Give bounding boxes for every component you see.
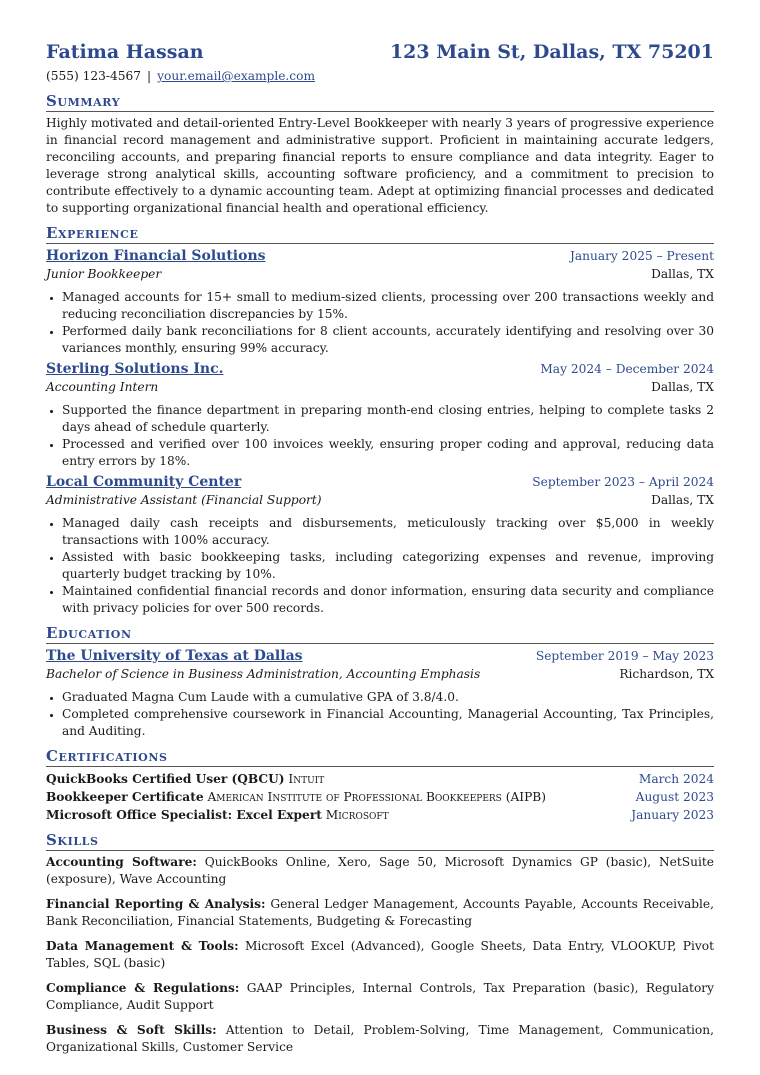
experience-role: Administrative Assistant (Financial Support) [46, 493, 322, 507]
experience-bullet: • Supported the finance department in preparing month-end closing entries, helping to complete tasks 2 days ahead of schedule quarterly. [62, 402, 714, 436]
experience-entry-subheader [46, 492, 714, 509]
experience-bullet: • Performed daily bank reconciliations for 8 client accounts, accurately identifying and resolving over 30 variances monthly, ensuring 99% accuracy. [62, 323, 714, 357]
contact-line [46, 68, 714, 85]
experience-location: Dallas, TX [651, 267, 714, 281]
experience-dates: May 2024 – December 2024 [540, 362, 714, 376]
certification-row [46, 806, 714, 824]
resume-header [46, 40, 714, 64]
certification-title [46, 788, 546, 806]
experience-bullet: • Managed accounts for 15+ small to medium-sized clients, processing over 200 transactions weekly and reducing reconciliation discrepancies by 15%. [62, 289, 714, 323]
certification-title [46, 770, 324, 788]
experience-bullet: • Managed daily cash receipts and disbursements, meticulously tracking over $5,000 in weekly transactions with 100% accuracy. [62, 515, 714, 549]
summary-text: Highly motivated and detail-oriented Entry-Level Bookkeeper with nearly 3 years of progressive experience in financial record management and administrative support. Proficient in maintaining accurate ledgers, reconciling accounts, and preparing financial reports to ensure compliance and data integrity. Eager to leverage strong analytical skills, accounting software proficiency, and a commitment to precision to contribute effectively to a dynamic accounting team. Adept at optimizing financial processes and dedicated to supporting organizational financial health and operational efficiency. [46, 116, 714, 215]
certification-issuer: Microsoft [325, 808, 389, 822]
certification-row [46, 770, 714, 788]
education-dates: September 2019 – May 2023 [535, 649, 714, 663]
skill-category-text: Attention to Detail, Problem-Solving, Time Management, Communication, Organizational Skills, Customer Service [46, 1023, 714, 1054]
certification-issuer: Intuit [288, 772, 325, 786]
experience-bullet: • Maintained confidential financial records and donor information, ensuring data security and compliance with privacy policies for over 500 records. [62, 583, 714, 617]
experience-dates: September 2023 – April 2024 [532, 475, 714, 489]
education-location: Richardson, TX [619, 667, 714, 681]
certification-date: January 2023 [631, 808, 714, 822]
certification-name: Microsoft Office Specialist: Excel Expert [46, 808, 322, 822]
experience-entry-subheader [46, 379, 714, 396]
education-organization[interactable]: The University of Texas at Dallas [46, 648, 303, 664]
skill-category [46, 854, 714, 888]
education-entry-subheader [46, 666, 714, 683]
skill-category-text: Microsoft Excel (Advanced), Google Sheets, Data Entry, VLOOKUP, Pivot Tables, SQL (basic) [46, 939, 714, 970]
experience-organization[interactable]: Horizon Financial Solutions [46, 248, 266, 264]
skill-category [46, 938, 714, 972]
experience-entry-header [46, 247, 714, 266]
candidate-address: 123 Main St, Dallas, TX 75201 [389, 41, 714, 63]
education-entry-header [46, 647, 714, 666]
skills-list [46, 854, 714, 1056]
experience-bullet-list [46, 402, 714, 470]
experience-section-title: Experience [46, 224, 714, 244]
skill-category-label: Data Management & Tools: [46, 939, 239, 953]
certification-row [46, 788, 714, 806]
phone-number: (555) 123-4567 [46, 69, 142, 83]
summary-section-title: Summary [46, 92, 714, 112]
experience-bullet-list [46, 515, 714, 617]
experience-organization[interactable]: Sterling Solutions Inc. [46, 361, 224, 377]
experience-list [46, 247, 714, 617]
skill-category-label: Financial Reporting & Analysis: [46, 897, 266, 911]
certification-name: QuickBooks Certified User (QBCU) [46, 772, 285, 786]
skill-category-label: Compliance & Regulations: [46, 981, 240, 995]
certifications-list [46, 770, 714, 824]
experience-location: Dallas, TX [651, 380, 714, 394]
skill-category-text: GAAP Principles, Internal Controls, Tax Preparation (basic), Regulatory Compliance, Audit Support [46, 981, 714, 1012]
certification-name: Bookkeeper Certificate [46, 790, 204, 804]
candidate-name: Fatima Hassan [46, 41, 204, 63]
experience-location: Dallas, TX [651, 493, 714, 507]
experience-role: Accounting Intern [46, 380, 159, 394]
experience-entry-subheader [46, 266, 714, 283]
skill-category-text: QuickBooks Online, Xero, Sage 50, Microsoft Dynamics GP (basic), NetSuite (exposure), Wave Accounting [46, 855, 715, 886]
skill-category [46, 980, 714, 1014]
education-bullet-list [46, 689, 714, 740]
experience-entry-header [46, 360, 714, 379]
experience-bullet: • Assisted with basic bookkeeping tasks, including categorizing expenses and revenue, improving quarterly budget tracking by 10%. [62, 549, 714, 583]
certification-date: August 2023 [635, 790, 714, 804]
experience-dates: January 2025 – Present [569, 249, 714, 263]
experience-bullet-list [46, 289, 714, 357]
experience-entry-header [46, 473, 714, 492]
education-bullet: • Graduated Magna Cum Laude with a cumulative GPA of 3.8/4.0. [62, 689, 714, 706]
skills-section-title: Skills [46, 831, 714, 851]
certification-date: March 2024 [638, 772, 714, 786]
education-bullet: • Completed comprehensive coursework in Financial Accounting, Managerial Accounting, Tax Principles, and Auditing. [62, 706, 714, 740]
skill-category-label: Business & Soft Skills: [46, 1023, 217, 1037]
education-role: Bachelor of Science in Business Administration, Accounting Emphasis [46, 667, 481, 681]
certification-issuer: American Institute of Professional Bookkeepers (AIPB) [207, 790, 546, 804]
skill-category [46, 1022, 714, 1056]
email-link[interactable]: your.email@example.com [157, 69, 316, 83]
skill-category-text: General Ledger Management, Accounts Payable, Accounts Receivable, Bank Reconciliation, Financial Statements, Budgeting & Forecasting [46, 897, 715, 928]
education-section-title: Education [46, 624, 714, 644]
experience-organization[interactable]: Local Community Center [46, 474, 242, 490]
certifications-section-title: Certifications [46, 747, 714, 767]
contact-separator: | [147, 69, 152, 83]
experience-role: Junior Bookkeeper [46, 267, 162, 281]
skill-category-label: Accounting Software: [46, 855, 197, 869]
certification-title [46, 806, 389, 824]
experience-bullet: • Processed and verified over 100 invoices weekly, ensuring proper coding and approval, reducing data entry errors by 18%. [62, 436, 714, 470]
education-list [46, 647, 714, 740]
skill-category [46, 896, 714, 930]
